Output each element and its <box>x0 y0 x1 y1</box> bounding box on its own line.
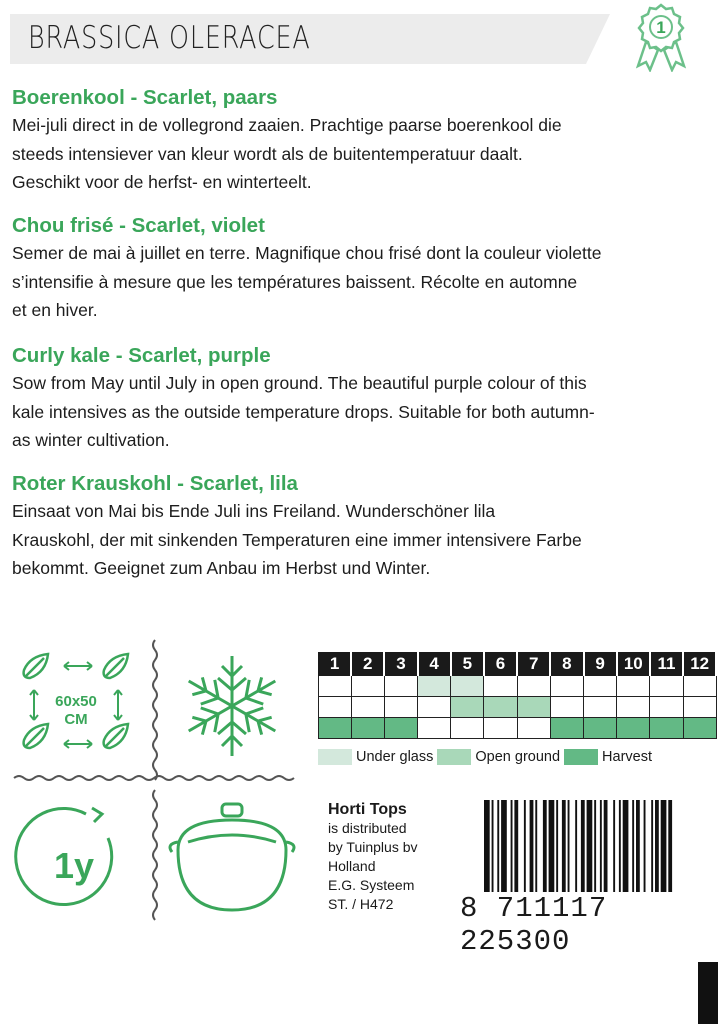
calendar-cell <box>418 697 451 718</box>
month-header: 5 <box>451 653 484 676</box>
section-title: Chou frisé - Scarlet, violet <box>12 214 265 237</box>
spacing-value: 60x50 <box>55 693 97 710</box>
distributor-info <box>328 800 418 914</box>
calendar-cell <box>484 718 517 739</box>
barcode-bar <box>575 800 577 892</box>
calendar-cell <box>351 697 384 718</box>
calendar-row-harvest <box>319 718 717 739</box>
calendar-cell <box>550 718 583 739</box>
section-title: Curly kale - Scarlet, purple <box>12 344 271 367</box>
body-line: Semer de mai à juillet en terre. Magnifique chou frisé dont la couleur violette <box>12 243 602 263</box>
distributor-line: is distributed <box>328 820 407 836</box>
month-header: 11 <box>650 653 683 676</box>
calendar-grid <box>318 652 717 739</box>
body-line: bekommt. Geeignet zum Anbau im Herbst und Winter. <box>12 558 431 578</box>
award-badge-icon <box>632 2 690 72</box>
divider-wavy <box>153 790 157 920</box>
section-body <box>12 239 720 325</box>
body-line: Einsaat von Mai bis Ende Juli ins Freiland. Wunderschöner lila <box>12 501 496 521</box>
calendar-cell <box>517 718 550 739</box>
body-line: et en hiver. <box>12 300 98 320</box>
month-header: 6 <box>484 653 517 676</box>
icon-grid <box>0 630 310 950</box>
calendar-cell <box>617 718 650 739</box>
section-de <box>12 471 720 583</box>
barcode-bar <box>587 800 593 892</box>
section-body <box>12 369 720 455</box>
barcode-bar <box>613 800 615 892</box>
legend-swatch <box>564 749 598 765</box>
calendar-cell <box>384 697 417 718</box>
month-header: 7 <box>517 653 550 676</box>
barcode-bar <box>530 800 534 892</box>
body-line: Geschikt voor de herfst- en winterteelt. <box>12 172 312 192</box>
body-line: s’intensifie à mesure que les températures baissent. Récolte en automne <box>12 271 578 292</box>
legend-under-glass <box>318 749 433 765</box>
barcode-bar <box>549 800 555 892</box>
distributor-line: E.G. Systeem <box>328 877 415 893</box>
calendar-cell <box>650 676 683 697</box>
month-header: 1 <box>319 653 352 676</box>
legend-swatch <box>437 749 471 765</box>
section-fr <box>12 213 720 325</box>
calendar-cell <box>650 718 683 739</box>
badge-number: 1 <box>656 18 666 37</box>
section-body <box>12 497 720 583</box>
barcode-bar <box>501 800 507 892</box>
calendar-header-row <box>319 653 717 676</box>
calendar-cell <box>617 676 650 697</box>
legend-label: Under glass <box>356 749 434 765</box>
barcode-bar <box>484 800 490 892</box>
divider-wavy <box>153 640 157 780</box>
calendar-cell <box>484 697 517 718</box>
body-line: steeds intensiever van kleur wordt als de buitentemperatuur daalt. <box>12 143 523 164</box>
spacing-unit: CM <box>64 711 88 728</box>
calendar-cell <box>351 718 384 739</box>
calendar-row-open-ground <box>319 697 717 718</box>
calendar-cell <box>319 676 352 697</box>
barcode-bar <box>668 800 672 892</box>
body-line: as winter cultivation. <box>12 430 170 450</box>
calendar-cell <box>517 697 550 718</box>
legend-label: Harvest <box>602 749 652 765</box>
body-line: kale intensives as the outside temperature drops. Suitable for both autumn- <box>12 401 595 422</box>
calendar-cell <box>484 676 517 697</box>
calendar-cell <box>319 718 352 739</box>
barcode-bar <box>661 800 667 892</box>
calendar-cell <box>550 676 583 697</box>
body-line: Mei-juli direct in de vollegrond zaaien. Prachtige paarse boerenkool die <box>12 115 562 135</box>
barcode-bar <box>514 800 518 892</box>
section-body <box>12 111 720 197</box>
barcode-bar <box>535 800 537 892</box>
calendar-cell <box>584 697 617 718</box>
snowflake-icon <box>182 656 283 756</box>
legend-open-ground <box>437 749 560 765</box>
section-title: Roter Krauskohl - Scarlet, lila <box>12 472 298 495</box>
barcode-bar <box>497 800 499 892</box>
cycle-label: 1y <box>53 845 95 886</box>
barcode-bar <box>594 800 596 892</box>
barcode-bar <box>623 800 629 892</box>
calendar-cell <box>683 676 716 697</box>
barcode-bar <box>655 800 659 892</box>
legend-harvest <box>564 749 652 765</box>
calendar-cell <box>384 676 417 697</box>
calendar-cell <box>451 676 484 697</box>
distributor-line: by Tuinplus bv <box>328 839 418 855</box>
calendar-cell <box>683 718 716 739</box>
month-header: 8 <box>550 653 583 676</box>
section-title: Boerenkool - Scarlet, paars <box>12 86 278 109</box>
legend-swatch <box>318 749 352 765</box>
barcode-bar <box>651 800 653 892</box>
month-header: 12 <box>683 653 716 676</box>
section-en <box>12 343 720 455</box>
calendar-cell <box>584 676 617 697</box>
calendar-cell <box>550 697 583 718</box>
barcode-bar <box>644 800 646 892</box>
calendar-cell <box>683 697 716 718</box>
calendar-cell <box>319 697 352 718</box>
barcode-bar <box>581 800 585 892</box>
barcode-bar <box>556 800 558 892</box>
calendar-cell <box>451 697 484 718</box>
barcode-bar <box>604 800 608 892</box>
calendar-cell <box>418 718 451 739</box>
barcode-bar <box>524 800 526 892</box>
month-header: 4 <box>418 653 451 676</box>
cooking-pot-icon <box>170 804 294 910</box>
calendar-row-under-glass <box>319 676 717 697</box>
calendar-cell <box>650 697 683 718</box>
barcode-bar <box>511 800 513 892</box>
calendar-cell <box>617 697 650 718</box>
legend-label: Open ground <box>475 749 561 765</box>
barcode-bar <box>562 800 566 892</box>
brand-name: Horti Tops <box>328 801 407 818</box>
body-line: Krauskohl, der mit sinkenden Temperaturen eine immer intensivere Farbe <box>12 529 582 550</box>
calendar-cell <box>384 718 417 739</box>
divider-wavy <box>14 776 294 780</box>
month-header: 9 <box>584 653 617 676</box>
barcode-bar <box>492 800 494 892</box>
section-nl <box>12 85 720 197</box>
barcode-bar <box>632 800 634 892</box>
barcode-bar <box>636 800 640 892</box>
barcode-bar <box>600 800 602 892</box>
month-header: 3 <box>384 653 417 676</box>
edge-mark <box>698 962 718 1024</box>
calendar-cell <box>517 676 550 697</box>
month-header: 2 <box>351 653 384 676</box>
distributor-line: ST. / H472 <box>328 896 394 912</box>
barcode-number: 8 711117 225300 <box>460 892 608 958</box>
barcode-bar <box>543 800 547 892</box>
species-title: BRASSICA OLERACEA <box>28 20 311 56</box>
barcode <box>484 800 716 892</box>
calendar-cell <box>584 718 617 739</box>
month-header: 10 <box>617 653 650 676</box>
body-line: Sow from May until July in open ground. The beautiful purple colour of this <box>12 373 587 393</box>
distributor-line: Holland <box>328 858 376 874</box>
calendar-cell <box>451 718 484 739</box>
barcode-bar <box>568 800 570 892</box>
barcode-bar <box>619 800 621 892</box>
calendar-cell <box>418 676 451 697</box>
calendar-legend <box>318 749 656 765</box>
sowing-calendar <box>318 652 717 739</box>
calendar-cell <box>351 676 384 697</box>
